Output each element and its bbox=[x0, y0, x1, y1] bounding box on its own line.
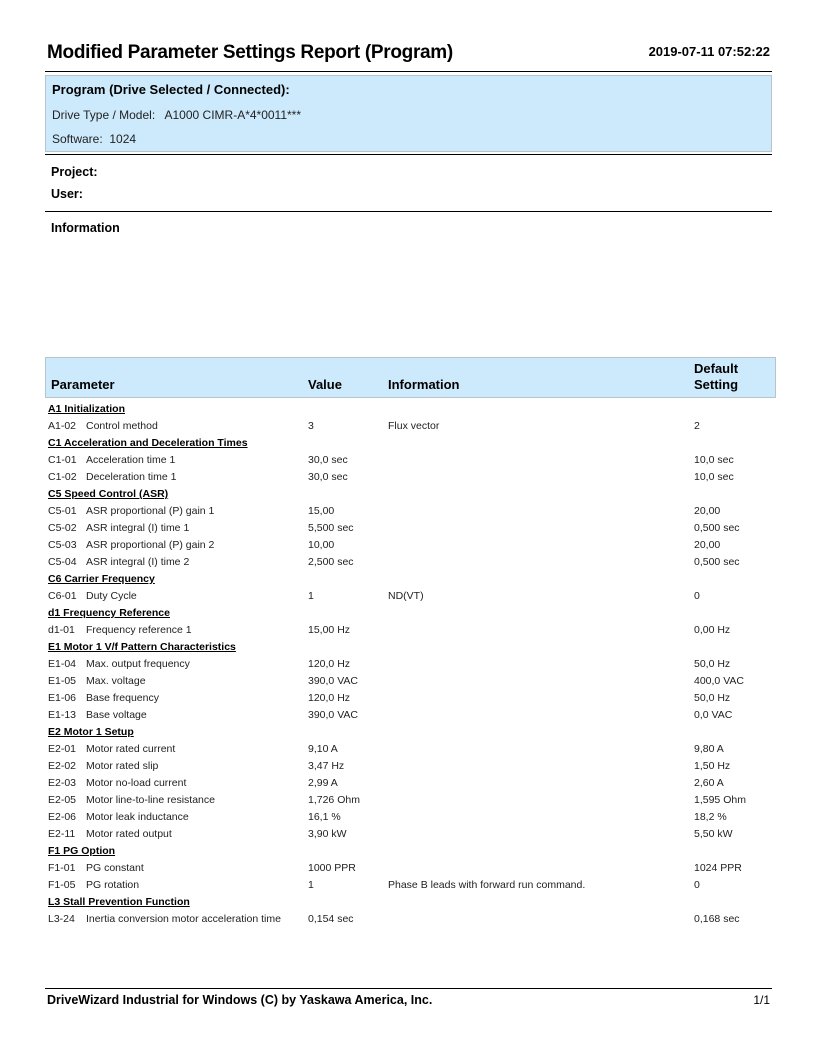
parameter-code: E2-05 bbox=[48, 794, 77, 806]
divider bbox=[45, 211, 772, 212]
column-header-default-line2: Setting bbox=[694, 377, 739, 392]
parameter-name: Acceleration time 1 bbox=[86, 454, 176, 466]
parameter-code: F1-01 bbox=[48, 862, 76, 874]
column-header-value: Value bbox=[308, 377, 342, 392]
group-header-row bbox=[0, 843, 816, 860]
parameter-value: 5,500 sec bbox=[308, 522, 354, 534]
table-row bbox=[0, 452, 816, 469]
group-title: E2 Motor 1 Setup bbox=[48, 726, 134, 738]
group-title: C1 Acceleration and Deceleration Times bbox=[48, 437, 248, 449]
parameter-value: 16,1 % bbox=[308, 811, 341, 823]
parameter-value: 3,47 Hz bbox=[308, 760, 345, 772]
group-title: F1 PG Option bbox=[48, 845, 116, 857]
divider bbox=[45, 154, 772, 155]
parameter-default: 5,50 kW bbox=[694, 828, 733, 840]
parameter-value: 390,0 VAC bbox=[308, 675, 359, 687]
parameter-name: ASR proportional (P) gain 2 bbox=[86, 539, 215, 551]
parameter-code: E2-02 bbox=[48, 760, 77, 772]
parameter-name: PG rotation bbox=[86, 879, 140, 891]
parameter-name: ASR integral (I) time 2 bbox=[86, 556, 190, 568]
column-header-default-line1: Default bbox=[694, 361, 739, 376]
parameter-name: Inertia conversion motor acceleration time bbox=[86, 913, 281, 925]
parameter-value: 2,99 A bbox=[308, 777, 338, 789]
table-row bbox=[0, 622, 816, 639]
parameter-default: 10,0 sec bbox=[694, 454, 734, 466]
parameter-code: E2-03 bbox=[48, 777, 77, 789]
group-header-row bbox=[0, 486, 816, 503]
parameter-name: Motor rated slip bbox=[86, 760, 159, 772]
parameter-name: Motor rated current bbox=[86, 743, 176, 755]
parameter-code: E2-11 bbox=[48, 828, 76, 840]
table-row bbox=[0, 758, 816, 775]
table-row bbox=[0, 537, 816, 554]
drive-model-label: Drive Type / Model: bbox=[52, 108, 156, 122]
group-title: L3 Stall Prevention Function bbox=[48, 896, 190, 908]
group-title: d1 Frequency Reference bbox=[48, 607, 170, 619]
parameter-value: 30,0 sec bbox=[308, 471, 348, 483]
parameter-value: 1 bbox=[308, 590, 314, 602]
table-row bbox=[0, 877, 816, 894]
group-header-row bbox=[0, 894, 816, 911]
parameter-name: Duty Cycle bbox=[86, 590, 137, 602]
page-number: 1/1 bbox=[753, 993, 770, 1007]
parameter-default: 9,80 A bbox=[694, 743, 724, 755]
parameter-code: d1-01 bbox=[48, 624, 75, 636]
report-timestamp: 2019-07-11 07:52:22 bbox=[648, 44, 770, 59]
parameter-value: 30,0 sec bbox=[308, 454, 348, 466]
parameter-name: ASR proportional (P) gain 1 bbox=[86, 505, 215, 517]
parameter-code: E1-06 bbox=[48, 692, 77, 704]
group-header-row bbox=[0, 435, 816, 452]
parameter-name: Motor leak inductance bbox=[86, 811, 189, 823]
table-row bbox=[0, 469, 816, 486]
table-row bbox=[0, 520, 816, 537]
table-row bbox=[0, 690, 816, 707]
parameter-value: 3 bbox=[308, 420, 314, 432]
parameter-default: 1024 PPR bbox=[694, 862, 742, 874]
parameter-code: E1-05 bbox=[48, 675, 77, 687]
parameter-value: 3,90 kW bbox=[308, 828, 347, 840]
page-title: Modified Parameter Settings Report (Program) bbox=[47, 42, 453, 63]
group-title: A1 Initialization bbox=[48, 403, 126, 415]
parameter-name: Base voltage bbox=[86, 709, 147, 721]
table-row bbox=[0, 826, 816, 843]
table-row bbox=[0, 707, 816, 724]
column-header-information: Information bbox=[388, 377, 460, 392]
parameter-code: C1-02 bbox=[48, 471, 77, 483]
group-header-row bbox=[0, 639, 816, 656]
parameter-value: 120,0 Hz bbox=[308, 658, 351, 670]
parameter-code: E1-13 bbox=[48, 709, 77, 721]
parameter-table-body bbox=[0, 401, 816, 928]
parameter-default: 18,2 % bbox=[694, 811, 727, 823]
parameter-code: E2-01 bbox=[48, 743, 77, 755]
parameter-default: 0 bbox=[694, 879, 700, 891]
table-row bbox=[0, 809, 816, 826]
parameter-name: Motor rated output bbox=[86, 828, 172, 840]
parameter-default: 0 bbox=[694, 590, 700, 602]
parameter-name: Control method bbox=[86, 420, 158, 432]
table-row bbox=[0, 656, 816, 673]
group-header-row bbox=[0, 571, 816, 588]
parameter-default: 0,168 sec bbox=[694, 913, 740, 925]
parameter-information: ND(VT) bbox=[388, 590, 424, 602]
parameter-value: 390,0 VAC bbox=[308, 709, 359, 721]
parameter-default: 0,500 sec bbox=[694, 556, 740, 568]
parameter-value: 1000 PPR bbox=[308, 862, 356, 874]
parameter-value: 2,500 sec bbox=[308, 556, 354, 568]
parameter-value: 120,0 Hz bbox=[308, 692, 351, 704]
divider bbox=[45, 71, 772, 72]
table-row bbox=[0, 792, 816, 809]
parameter-value: 15,00 bbox=[308, 505, 335, 517]
group-header-row bbox=[0, 401, 816, 418]
parameter-value: 1,726 Ohm bbox=[308, 794, 360, 806]
parameter-default: 20,00 bbox=[694, 539, 721, 551]
drive-model-value: A1000 CIMR-A*4*0011*** bbox=[164, 108, 302, 122]
group-title: C6 Carrier Frequency bbox=[48, 573, 155, 585]
parameter-code: C5-04 bbox=[48, 556, 77, 568]
parameter-code: C1-01 bbox=[48, 454, 77, 466]
parameter-code: A1-02 bbox=[48, 420, 77, 432]
group-title: E1 Motor 1 V/f Pattern Characteristics bbox=[48, 641, 236, 653]
parameter-value: 1 bbox=[308, 879, 314, 891]
project-label: Project: bbox=[51, 165, 98, 179]
parameter-default: 2,60 A bbox=[694, 777, 724, 789]
table-row bbox=[0, 673, 816, 690]
parameter-name: Motor line-to-line resistance bbox=[86, 794, 215, 806]
parameter-code: L3-24 bbox=[48, 913, 75, 925]
parameter-default: 20,00 bbox=[694, 505, 721, 517]
parameter-name: Max. voltage bbox=[86, 675, 146, 687]
parameter-code: F1-05 bbox=[48, 879, 76, 891]
table-row bbox=[0, 741, 816, 758]
parameter-default: 0,0 VAC bbox=[694, 709, 733, 721]
parameter-value: 10,00 bbox=[308, 539, 335, 551]
parameter-name: Base frequency bbox=[86, 692, 159, 704]
parameter-default: 50,0 Hz bbox=[694, 658, 731, 670]
table-row bbox=[0, 588, 816, 605]
parameter-default: 0,500 sec bbox=[694, 522, 740, 534]
parameter-name: PG constant bbox=[86, 862, 144, 874]
parameter-name: Frequency reference 1 bbox=[86, 624, 192, 636]
drive-info-box bbox=[45, 75, 772, 152]
parameter-default: 2 bbox=[694, 420, 700, 432]
table-row bbox=[0, 860, 816, 877]
information-label: Information bbox=[51, 221, 120, 235]
drive-model-line bbox=[52, 108, 301, 122]
parameter-default: 400,0 VAC bbox=[694, 675, 745, 687]
table-header bbox=[45, 357, 776, 398]
software-line bbox=[52, 132, 136, 146]
parameter-code: E1-04 bbox=[48, 658, 77, 670]
parameter-information: Flux vector bbox=[388, 420, 440, 432]
column-header-parameter: Parameter bbox=[51, 377, 115, 392]
parameter-default: 1,595 Ohm bbox=[694, 794, 746, 806]
parameter-default: 0,00 Hz bbox=[694, 624, 731, 636]
software-value: 1024 bbox=[109, 132, 137, 146]
table-row bbox=[0, 911, 816, 928]
group-header-row bbox=[0, 605, 816, 622]
column-header-default bbox=[694, 361, 738, 393]
parameter-code: E2-06 bbox=[48, 811, 77, 823]
parameter-value: 15,00 Hz bbox=[308, 624, 351, 636]
user-label: User: bbox=[51, 187, 83, 201]
parameter-name: Deceleration time 1 bbox=[86, 471, 177, 483]
parameter-code: C6-01 bbox=[48, 590, 77, 602]
footer-text: DriveWizard Industrial for Windows (C) by Yaskawa America, Inc. bbox=[47, 993, 433, 1007]
parameter-default: 10,0 sec bbox=[694, 471, 734, 483]
group-title: C5 Speed Control (ASR) bbox=[48, 488, 169, 500]
parameter-code: C5-03 bbox=[48, 539, 77, 551]
parameter-name: ASR integral (I) time 1 bbox=[86, 522, 190, 534]
group-header-row bbox=[0, 724, 816, 741]
parameter-information: Phase B leads with forward run command. bbox=[388, 879, 586, 891]
parameter-default: 1,50 Hz bbox=[694, 760, 731, 772]
drive-info-heading: Program (Drive Selected / Connected): bbox=[52, 82, 290, 97]
parameter-value: 9,10 A bbox=[308, 743, 338, 755]
parameter-name: Motor no-load current bbox=[86, 777, 187, 789]
table-row bbox=[0, 418, 816, 435]
table-row bbox=[0, 775, 816, 792]
parameter-code: C5-02 bbox=[48, 522, 77, 534]
parameter-name: Max. output frequency bbox=[86, 658, 190, 670]
parameter-code: C5-01 bbox=[48, 505, 77, 517]
parameter-value: 0,154 sec bbox=[308, 913, 354, 925]
parameter-default: 50,0 Hz bbox=[694, 692, 731, 704]
divider bbox=[45, 988, 772, 989]
table-row bbox=[0, 503, 816, 520]
software-label: Software: bbox=[52, 132, 103, 146]
table-row bbox=[0, 554, 816, 571]
